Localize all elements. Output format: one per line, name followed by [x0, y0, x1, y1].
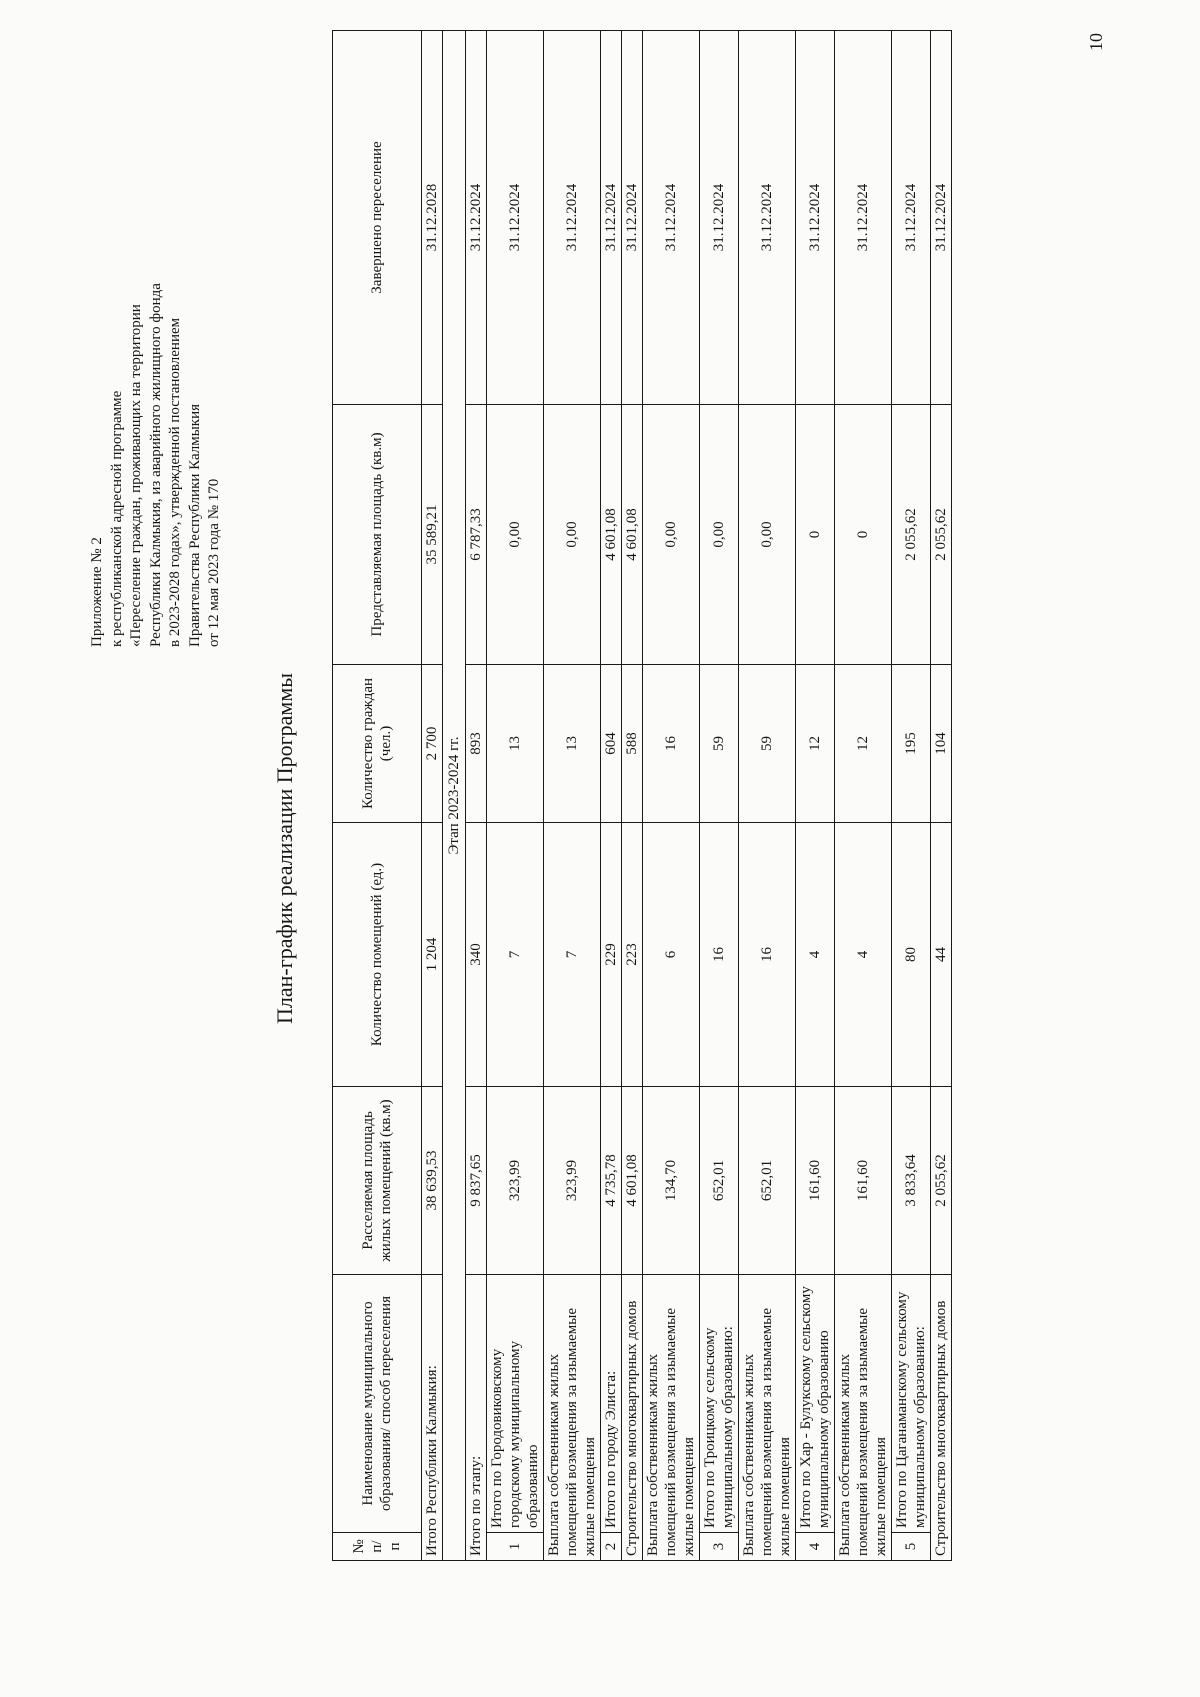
- header-completed: Завершено переселение: [333, 31, 422, 405]
- table-cell-area: 652,01: [700, 1087, 739, 1275]
- table-cell-number: 4: [796, 1533, 835, 1561]
- table-cell-rooms: 229: [601, 823, 622, 1087]
- table-cell-citizens: 12: [835, 665, 892, 823]
- table-cell-done: 31.12.2024: [931, 31, 952, 405]
- table-row: [466, 31, 487, 1561]
- appendix-line: Республики Калмыкия, из аварийного жилищного фонда: [147, 283, 164, 647]
- table-cell-area: 652,01: [739, 1087, 796, 1275]
- table-cell-name: Выплата собственникам жилых помещений возмещения за изымаемые жилые помещения: [739, 1275, 796, 1561]
- header-number: № п/п: [333, 1533, 422, 1561]
- table-cell-name: Итого по Троицкому сельскому муниципальному образованию:: [700, 1275, 739, 1533]
- table-row: [892, 31, 931, 1561]
- table-cell-citizens: 588: [622, 665, 643, 823]
- table-cell-provided: 4 601,08: [601, 405, 622, 665]
- table-cell-area: 3 833,64: [892, 1087, 931, 1275]
- header-area: Расселяемая площадь жилых помещений (кв.м): [333, 1087, 422, 1275]
- table-cell-area: 134,70: [643, 1087, 700, 1275]
- table-cell-name: Итого по этапу:: [466, 1275, 487, 1561]
- table-cell-done: 31.12.2024: [739, 31, 796, 405]
- table-cell-area: 38 639,53: [422, 1087, 443, 1275]
- table-cell-provided: 0,00: [643, 405, 700, 665]
- table-cell-done: 31.12.2024: [796, 31, 835, 405]
- appendix-line: к республиканской адресной программе: [108, 390, 125, 647]
- table-row: [622, 31, 643, 1561]
- table-cell-name: Строительство многоквартирных домов: [931, 1275, 952, 1561]
- table-row-stage: [443, 31, 466, 1561]
- table-cell-area: 9 837,65: [466, 1087, 487, 1275]
- table-row: [931, 31, 952, 1561]
- table-rows: [466, 31, 952, 1561]
- table-cell-rooms: 80: [892, 823, 931, 1087]
- table-cell-rooms: 1 204: [422, 823, 443, 1087]
- table-cell-name: Итого по Хар - Булукскому сельскому муниципальному образованию: [796, 1275, 835, 1533]
- table-cell-provided: 0,00: [700, 405, 739, 665]
- table-cell-number: 5: [892, 1533, 931, 1561]
- document-title: План-график реализации Программы: [272, 672, 297, 1025]
- table-row: [643, 31, 700, 1561]
- table-cell-number: 2: [601, 1533, 622, 1561]
- table-row: [835, 31, 892, 1561]
- table-row: [601, 31, 622, 1561]
- plan-table: [332, 30, 952, 1561]
- table-cell-provided: 0,00: [487, 405, 544, 665]
- table-cell-provided: 4 601,08: [622, 405, 643, 665]
- table-cell-done: 31.12.2024: [466, 31, 487, 405]
- table-cell-citizens: 59: [700, 665, 739, 823]
- table-cell-citizens: 16: [643, 665, 700, 823]
- table-row: [796, 31, 835, 1561]
- table-row-republic-total: [422, 31, 443, 1561]
- table-cell-name: Итого по Цаганаманскому сельскому муниципальному образованию:: [892, 1275, 931, 1533]
- table-cell-done: 31.12.2024: [700, 31, 739, 405]
- table-cell-name: Выплата собственникам жилых помещений возмещения за изымаемые жилые помещения: [643, 1275, 700, 1561]
- header-provided-area: Представляемая площадь (кв.м): [333, 405, 422, 665]
- table-cell-provided: 0: [796, 405, 835, 665]
- page-number: 10: [1086, 33, 1106, 51]
- table-cell-name: Итого по Городовиковскому городскому муниципальному образованию: [487, 1275, 544, 1533]
- table-cell-citizens: 59: [739, 665, 796, 823]
- table-cell-rooms: 4: [835, 823, 892, 1087]
- table-cell-rooms: 7: [487, 823, 544, 1087]
- table-cell-area: 161,60: [835, 1087, 892, 1275]
- table-cell-citizens: 604: [601, 665, 622, 823]
- table-cell-citizens: 13: [544, 665, 601, 823]
- table-cell-name: Итого по городу Элиста:: [601, 1275, 622, 1533]
- table-cell-done: 31.12.2028: [422, 31, 443, 405]
- table-cell-done: 31.12.2024: [892, 31, 931, 405]
- table-cell-area: 2 055,62: [931, 1087, 952, 1275]
- table-row: [544, 31, 601, 1561]
- table-cell-provided: 2 055,62: [931, 405, 952, 665]
- header-rooms: Количество помещений (ед.): [333, 823, 422, 1087]
- table-cell-rooms: 4: [796, 823, 835, 1087]
- table-cell-name: Выплата собственникам жилых помещений возмещения за изымаемые жилые помещения: [544, 1275, 601, 1561]
- table-cell-name: Строительство многоквартирных домов: [622, 1275, 643, 1561]
- table-cell-done: 31.12.2024: [487, 31, 544, 405]
- table-cell-provided: 0,00: [544, 405, 601, 665]
- table-cell-rooms: 223: [622, 823, 643, 1087]
- table-cell-rooms: 6: [643, 823, 700, 1087]
- table-cell-citizens: 893: [466, 665, 487, 823]
- table-cell-rooms: 340: [466, 823, 487, 1087]
- table-row: [739, 31, 796, 1561]
- table-cell-provided: 6 787,33: [466, 405, 487, 665]
- header-name: Наименование муниципального образования/ способ переселения: [333, 1275, 422, 1533]
- table-cell-done: 31.12.2024: [544, 31, 601, 405]
- table-cell-number: 3: [700, 1533, 739, 1561]
- appendix-line: Правительства Республики Калмыкия: [186, 403, 203, 647]
- appendix-line: Приложение № 2: [89, 537, 105, 647]
- table-cell-area: 4 601,08: [622, 1087, 643, 1275]
- appendix-line: в 2023-2028 годах», утвержденной постановлением: [167, 317, 183, 647]
- table-cell-done: 31.12.2024: [835, 31, 892, 405]
- table-cell-citizens: 12: [796, 665, 835, 823]
- table-cell-citizens: 13: [487, 665, 544, 823]
- table-cell-area: 323,99: [487, 1087, 544, 1275]
- table-cell-area: 323,99: [544, 1087, 601, 1275]
- stage-label: Этап 2023-2024 гг.: [443, 31, 466, 1561]
- table-cell-provided: 0,00: [739, 405, 796, 665]
- table-header-row: [333, 31, 422, 1561]
- table-cell-citizens: 104: [931, 665, 952, 823]
- table-row: [487, 31, 544, 1561]
- table-cell-done: 31.12.2024: [601, 31, 622, 405]
- table-cell-name: Выплата собственникам жилых помещений возмещения за изымаемые жилые помещения: [835, 1275, 892, 1561]
- table-cell-area: 4 735,78: [601, 1087, 622, 1275]
- table-cell-provided: 2 055,62: [892, 405, 931, 665]
- table-cell-number: 1: [487, 1533, 544, 1561]
- table-cell-citizens: 2 700: [422, 665, 443, 823]
- header-citizens: Количество граждан (чел.): [333, 665, 422, 823]
- table-cell-provided: 35 589,21: [422, 405, 443, 665]
- table-cell-rooms: 44: [931, 823, 952, 1087]
- table-cell-citizens: 195: [892, 665, 931, 823]
- table-cell-rooms: 16: [700, 823, 739, 1087]
- appendix-header: [88, 283, 225, 647]
- table-cell-done: 31.12.2024: [643, 31, 700, 405]
- table-cell-area: 161,60: [796, 1087, 835, 1275]
- table-cell-name: Итого Республики Калмыкия:: [422, 1275, 443, 1561]
- table-cell-provided: 0: [835, 405, 892, 665]
- table-cell-rooms: 16: [739, 823, 796, 1087]
- table-cell-done: 31.12.2024: [622, 31, 643, 405]
- appendix-line: от 12 мая 2023 года № 170: [206, 478, 222, 647]
- appendix-line: «Переселение граждан, проживающих на территории: [128, 304, 144, 647]
- table-row: [700, 31, 739, 1561]
- table-cell-rooms: 7: [544, 823, 601, 1087]
